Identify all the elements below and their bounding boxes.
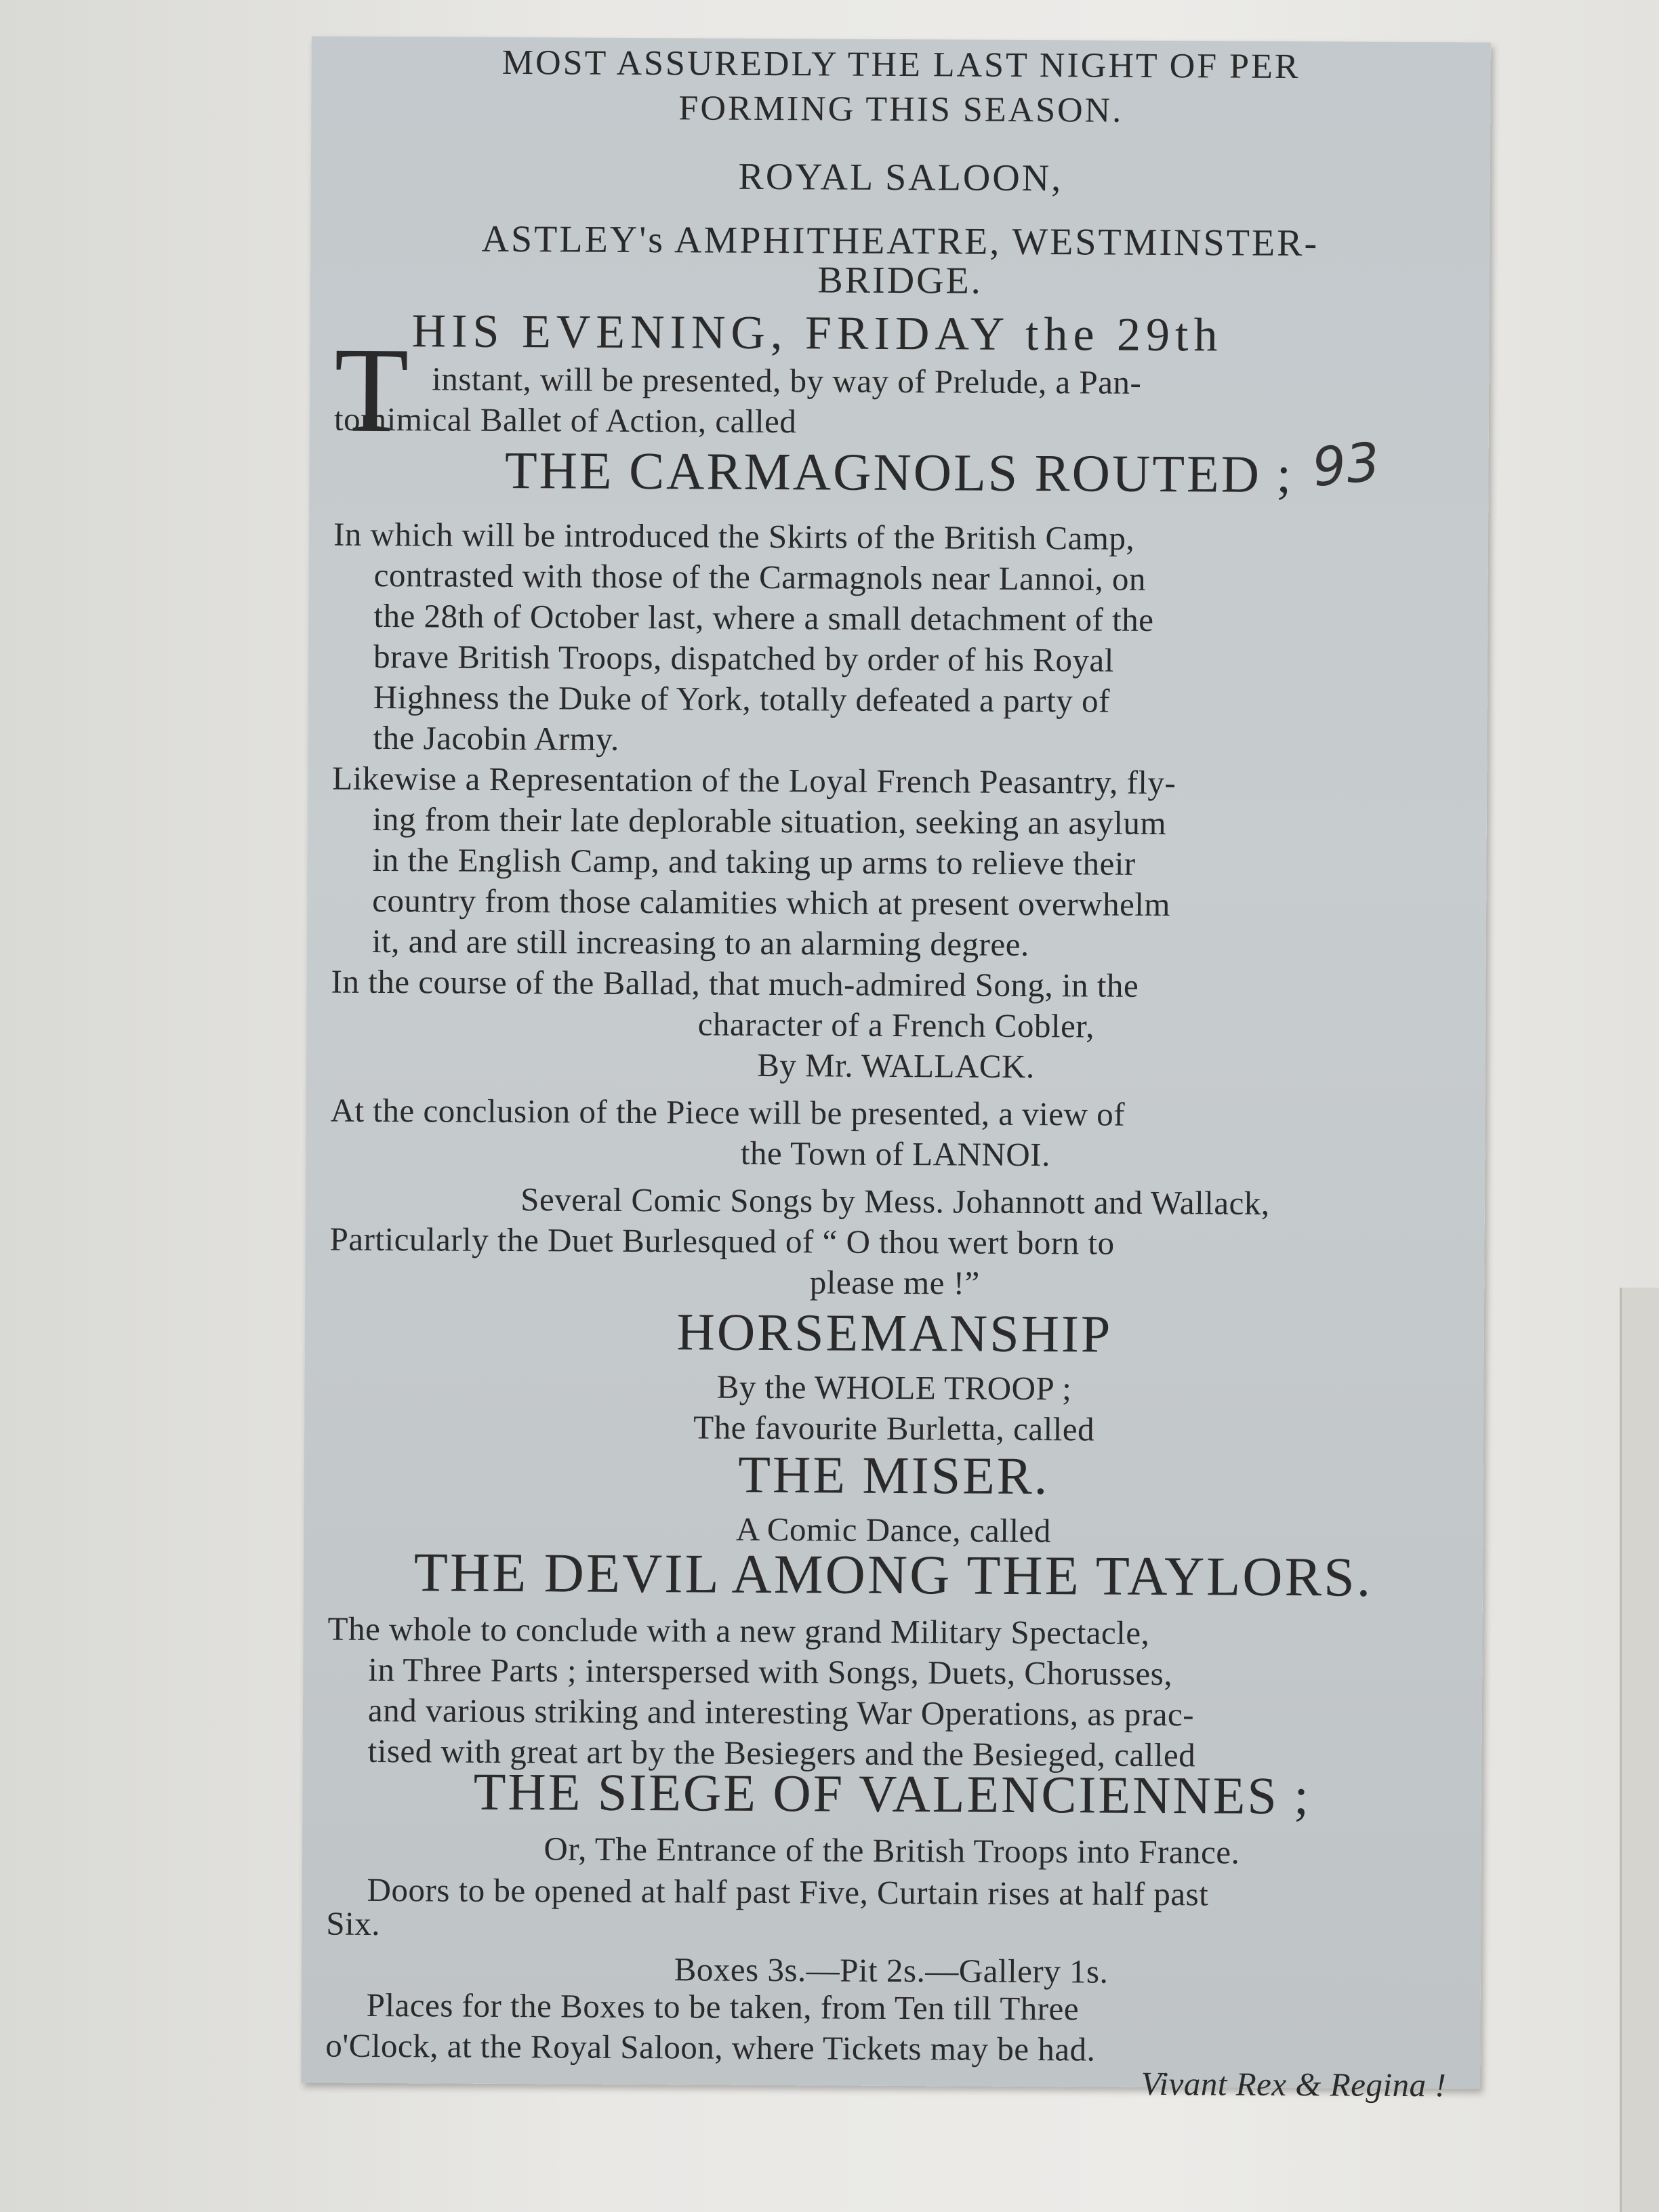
ballet-p2-line-1: Likewise a Representation of the Loyal French Peasantry, fly- xyxy=(332,759,1176,802)
handwritten-note: 93 xyxy=(1309,431,1383,499)
finale-line-3: and various striking and interesting War Operations, as prac- xyxy=(367,1691,1195,1734)
troop-line: By the WHOLE TROOP ; xyxy=(716,1368,1072,1408)
doors-line-2: Six. xyxy=(326,1904,381,1943)
finale-line-2: in Three Parts ; interspersed with Songs, Duets, Chorusses, xyxy=(368,1650,1173,1693)
intro-line-2: instant, will be presented, by way of Prelude, a Pan- xyxy=(432,360,1142,401)
ballet-p5-line-3: please me !” xyxy=(809,1263,980,1302)
ballet-title: THE CARMAGNOLS ROUTED ; xyxy=(504,440,1294,504)
intro-line-3: tomimical Ballet of Action, called xyxy=(333,400,797,441)
header-line-2: FORMING THIS SEASON. xyxy=(678,89,1124,130)
ballet-p4-line-1: At the conclusion of the Piece will be presented, a view of xyxy=(330,1091,1126,1133)
ballet-p1-line-1: In which will be introduced the Skirts of the British Camp, xyxy=(333,515,1135,557)
ballet-p1-line-6: the Jacobin Army. xyxy=(373,718,619,758)
dance-intro: A Comic Dance, called xyxy=(735,1510,1051,1550)
header-line-1: MOST ASSUREDLY THE LAST NIGHT OF PER xyxy=(501,43,1300,87)
venue-title: ROYAL SALOON, xyxy=(738,155,1063,200)
ballet-p5-line-2: Particularly the Duet Burlesqued of “ O thou wert born to xyxy=(329,1220,1115,1262)
burletta-title: THE MISER. xyxy=(738,1444,1050,1506)
horsemanship-title: HORSEMANSHIP xyxy=(676,1302,1113,1364)
ballet-p2-line-3: in the English Camp, and taking up arms to relieve their xyxy=(372,840,1136,882)
adjacent-clipping-edge xyxy=(1620,1288,1659,2212)
burletta-intro: The favourite Burletta, called xyxy=(693,1408,1095,1448)
ballet-p3-line-2: character of a French Cobler, xyxy=(697,1005,1095,1045)
finale-line-1: The whole to conclude with a new grand Military Spectacle, xyxy=(327,1610,1150,1652)
places-line-1: Places for the Boxes to be taken, from Ten till Three xyxy=(366,1986,1080,2028)
theatre-line-1: ASTLEY's AMPHITHEATRE, WESTMINSTER- xyxy=(481,218,1319,265)
ballet-p5-line-1: Several Comic Songs by Mess. Johannott and Wallack, xyxy=(520,1181,1270,1222)
doors-line-1: Doors to be opened at half past Five, Curtain rises at half past xyxy=(367,1870,1209,1913)
prices-line: Boxes 3s.—Pit 2s.—Gallery 1s. xyxy=(674,1950,1109,1990)
ballet-p2-line-2: ing from their late deplorable situation, seeking an asylum xyxy=(372,800,1167,842)
intro-line-1: HIS EVENING, FRIDAY the 29th xyxy=(411,305,1223,362)
playbill-clipping xyxy=(301,36,1491,2104)
ballet-p1-line-3: the 28th of October last, where a small detachment of the xyxy=(373,596,1154,638)
theatre-line-2: BRIDGE. xyxy=(817,259,983,302)
ballet-p1-line-2: contrasted with those of the Carmagnols near Lannoi, on xyxy=(373,556,1147,598)
motto: Vivant Rex & Regina ! xyxy=(1141,2064,1447,2104)
siege-title: THE SIEGE OF VALENCIENNES ; xyxy=(473,1761,1311,1826)
finale-line-4: tised with great art by the Besiegers and the Besieged, called xyxy=(367,1732,1196,1774)
ballet-p1-line-4: brave British Troops, dispatched by order of his Royal xyxy=(373,637,1114,679)
ballet-p3-line-3: By Mr. WALLACK. xyxy=(757,1046,1035,1086)
ballet-p3-line-1: In the course of the Ballad, that much-admired Song, in the xyxy=(331,962,1139,1004)
drop-cap: T xyxy=(333,322,409,458)
dance-title: THE DEVIL AMONG THE TAYLORS. xyxy=(413,1541,1373,1608)
ballet-p2-line-4: country from those calamities which at present overwhelm xyxy=(372,881,1171,924)
ballet-p1-line-5: Highness the Duke of York, totally defeated a party of xyxy=(373,678,1111,720)
siege-subtitle: Or, The Entrance of the British Troops into France. xyxy=(544,1830,1240,1871)
places-line-2: o'Clock, at the Royal Saloon, where Tickets may be had. xyxy=(325,2026,1096,2068)
ballet-p4-line-2: the Town of LANNOI. xyxy=(740,1134,1050,1174)
ballet-p2-line-5: it, and are still increasing to an alarming degree. xyxy=(371,922,1029,964)
